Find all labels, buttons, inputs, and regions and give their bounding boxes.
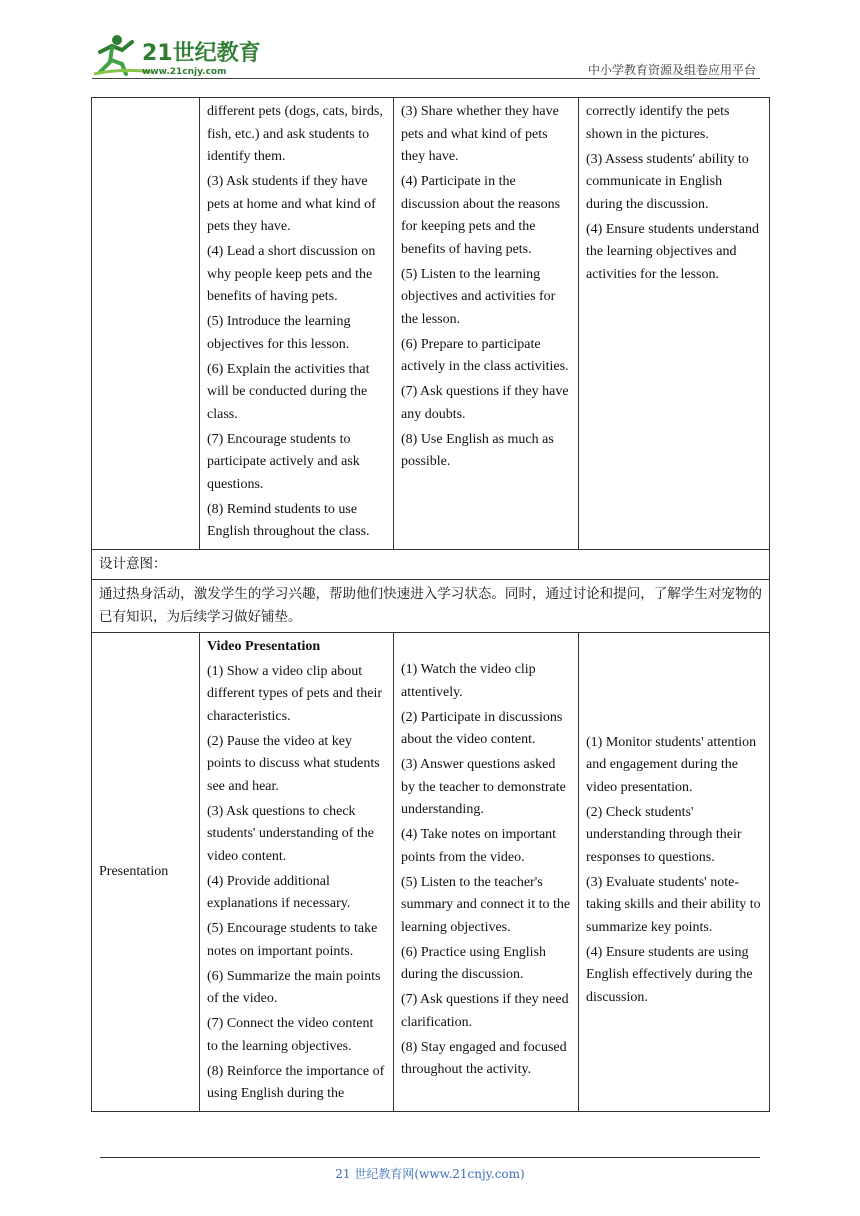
- stage-cell: [92, 98, 200, 550]
- header-divider: [92, 78, 760, 79]
- teacher-step: (4) Lead a short discussion on why people keep pets and the benefits of having pets.: [207, 244, 376, 304]
- design-intent-label: 设计意图：: [92, 550, 770, 580]
- teacher-step: (8) Remind students to use English throughout the class.: [207, 501, 370, 539]
- footer-divider: [100, 1157, 760, 1158]
- student-step: (7) Ask questions if they have any doubts.: [401, 384, 569, 422]
- assessment-step: (4) Ensure students understand the learning objectives and activities for the lesson.: [586, 221, 760, 282]
- teacher-step: (3) Ask students if they have pets at home and what kind of pets they have.: [207, 174, 376, 234]
- page-header: [0, 0, 860, 80]
- design-intent-text-row: [92, 579, 770, 632]
- assessment-cell: [579, 98, 770, 550]
- teacher-step: (5) Encourage students to take notes on important points.: [207, 921, 378, 959]
- teacher-activities-cell: [200, 98, 394, 550]
- teacher-step: different pets (dogs, cats, birds, fish, etc.) and ask students to identify them.: [207, 104, 383, 164]
- assessment-step: (2) Check students' understanding through their responses to questions.: [586, 804, 742, 865]
- runner-logo-icon: [92, 34, 262, 78]
- assessment-step: correctly identify the pets shown in the pictures.: [586, 104, 730, 142]
- student-step: (4) Take notes on important points from the video.: [401, 827, 557, 865]
- student-step: (3) Answer questions asked by the teacher to demonstrate understanding.: [401, 757, 566, 818]
- teacher-step: (3) Ask questions to check students' understanding of the video content.: [207, 803, 374, 864]
- student-step: (4) Participate in the discussion about the reasons for keeping pets and the benefits of having pets.: [401, 174, 561, 257]
- student-step: (7) Ask questions if they need clarification.: [401, 992, 569, 1030]
- teacher-step: (4) Provide additional explanations if necessary.: [207, 873, 351, 911]
- assessment-step: (3) Assess students' ability to communicate in English during the discussion.: [586, 151, 749, 212]
- student-step: (6) Practice using English during the discussion.: [401, 944, 547, 983]
- teacher-step: (1) Show a video clip about different types of pets and their characteristics.: [207, 663, 383, 724]
- student-step: (6) Prepare to participate actively in the class activities.: [401, 336, 569, 374]
- student-activities-cell: [394, 632, 579, 1112]
- assessment-cell: [579, 632, 770, 1112]
- teacher-step: (2) Pause the video at key points to discuss what students see and hear.: [207, 733, 380, 794]
- teacher-step: (7) Connect the video content to the learning objectives.: [207, 1016, 374, 1054]
- assessment-step: (1) Monitor students' attention and engagement during the video presentation.: [586, 734, 757, 795]
- teacher-step: (5) Introduce the learning objectives for this lesson.: [207, 314, 351, 352]
- svg-text:21世纪教育: 21世纪教育: [142, 41, 261, 66]
- design-intent-label-row: [92, 550, 770, 580]
- teacher-step: (7) Encourage students to participate actively and ask questions.: [207, 431, 360, 492]
- teacher-step: (6) Explain the activities that will be conducted during the class.: [207, 361, 370, 422]
- design-intent-text: 通过热身活动，激发学生的学习兴趣，帮助他们快速进入学习状态。同时，通过讨论和提问，了解学生对宠物的已有知识，为后续学习做好铺垫。: [92, 579, 770, 632]
- student-step: (5) Listen to the teacher's summary and connect it to the learning objectives.: [401, 874, 571, 935]
- student-step: (3) Share whether they have pets and what kind of pets they have.: [401, 104, 559, 164]
- lesson-plan-table: [91, 97, 770, 1112]
- student-step: (1) Watch the video clip attentively.: [401, 662, 536, 700]
- site-logo: [92, 34, 262, 78]
- svg-text:www.21cnjy.com: www.21cnjy.com: [142, 67, 227, 77]
- teacher-activities-cell: [200, 632, 394, 1112]
- teacher-step: (8) Reinforce the importance of using English during the: [207, 1063, 385, 1101]
- stage-cell: Presentation: [92, 632, 200, 1112]
- student-step: (8) Stay engaged and focused throughout the activity.: [401, 1039, 567, 1078]
- table-row-warmup: [92, 98, 770, 550]
- student-step: (2) Participate in discussions about the video content.: [401, 709, 563, 748]
- student-step: (8) Use English as much as possible.: [401, 431, 554, 469]
- activity-title: Video Presentation: [207, 638, 321, 654]
- assessment-step: (3) Evaluate students' note-taking skills and their ability to summarize key points.: [586, 874, 761, 935]
- assessment-step: (4) Ensure students are using English effectively during the discussion.: [586, 944, 753, 1005]
- footer-link[interactable]: 21 世纪教育网(www.21cnjy.com): [335, 1167, 525, 1181]
- student-step: (5) Listen to the learning objectives and activities for the lesson.: [401, 266, 556, 327]
- teacher-step: (6) Summarize the main points of the video.: [207, 968, 381, 1006]
- table-row-presentation: [92, 632, 770, 1112]
- student-activities-cell: [394, 98, 579, 550]
- platform-label: 中小学教育资源及组卷应用平台: [587, 63, 756, 77]
